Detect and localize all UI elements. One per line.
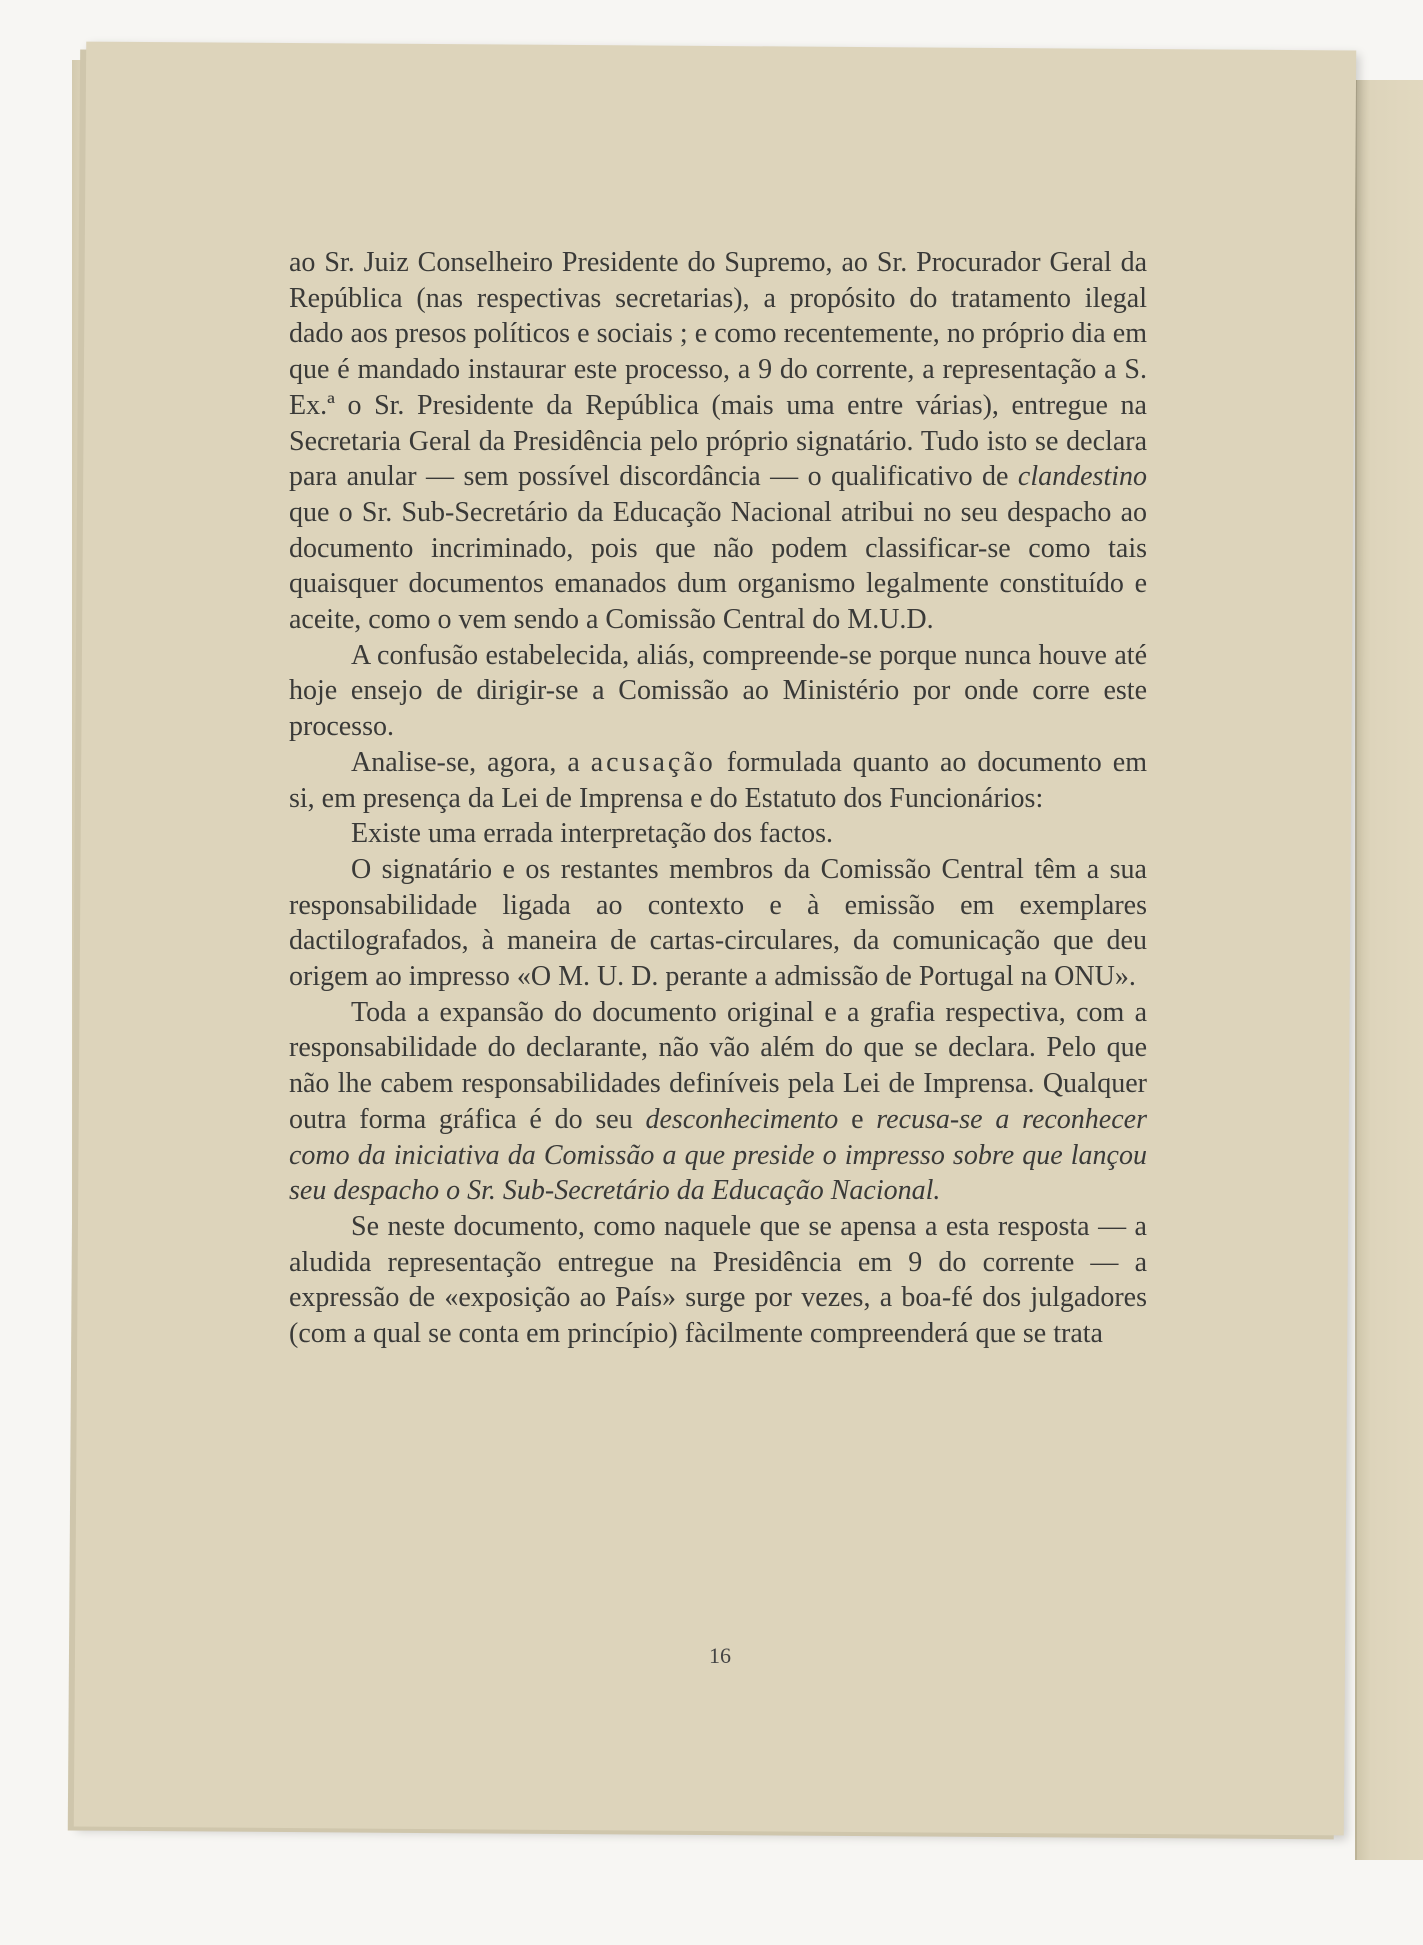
paragraph-1 bbox=[289, 245, 1147, 638]
text-run: e bbox=[838, 1103, 877, 1135]
text-run: Toda a expansão do documento original e a grafia respectiva, com a responsabilidade do declarante, não vão além do que se declara. Pelo que não lhe cabem responsabilidades definíveis pela Lei de Imprensa. Qualquer outra forma gráfica é do seu bbox=[289, 996, 1147, 1135]
text-run: Existe uma errada interpretação dos factos. bbox=[351, 818, 834, 850]
text-run: A confusão estabelecida, aliás, compreende-se porque nunca houve até hoje ensejo de dirigir-se a Comissão ao Ministério por onde corre este processo. bbox=[289, 639, 1147, 743]
facing-page-edge bbox=[1355, 80, 1423, 1860]
paragraph-7 bbox=[289, 1209, 1147, 1352]
paragraph-3 bbox=[289, 745, 1147, 816]
italic-run: clandestino bbox=[1017, 461, 1147, 493]
page-number: 16 bbox=[709, 1643, 731, 1668]
italic-run: recusa-se a reconhecer como da iniciativa da Comissão a que preside o impresso sobre que lançou seu despacho o Sr. Sub-Secretário da Educação Nacional. bbox=[289, 1103, 1147, 1207]
text-run: O signatário e os restantes membros da Comissão Central têm a sua responsabilidade ligada ao contexto e à emissão em exemplares dactilografados, à maneira de cartas-circulares, da comunicação que deu origem ao impresso «O M. U. D. perante a admissão de Portugal na ONU». bbox=[289, 853, 1147, 993]
paragraph-6 bbox=[289, 995, 1147, 1209]
text-run: Se neste documento, como naquele que se apensa a esta resposta — a aludida representação entregue na Presidência em 9 do corrente — a expressão de «exposição ao País» surge por vezes, a boa-fé dos julgadores (com a qual se conta em princípio) fàcilmente compreenderá que se trata bbox=[289, 1210, 1147, 1350]
italic-run: desconhecimento bbox=[645, 1103, 839, 1135]
paragraph-2 bbox=[289, 638, 1147, 745]
text-run: que o Sr. Sub-Secretário da Educação Nacional atribui no seu despacho ao documento incriminado, pois que não podem classificar-se como tais quaisquer documentos emanados dum organismo legalmente constituído e aceite, como o vem sendo a Comissão Central do M.U.D. bbox=[289, 496, 1147, 636]
body-text bbox=[289, 245, 1147, 1352]
spaced-run: acusação bbox=[590, 746, 716, 778]
paragraph-4 bbox=[289, 816, 1147, 852]
text-run: ao Sr. Juiz Conselheiro Presidente do Supremo, ao Sr. Procurador Geral da República (nas respectivas secretarias), a propósito do tratamento ilegal dado aos presos políticos e sociais ; e como recentemente, no próprio dia em que é mandado instaurar este processo, a 9 do corrente, a representação a S. Ex.ª o Sr. Presidente da República (mais uma entre várias), entregue na Secretaria Geral da Presidência pelo próprio signatário. Tudo isto se declara para anular — sem possível discordância — o qualificativo de bbox=[289, 247, 1147, 493]
text-run: Analise-se, agora, a bbox=[351, 746, 591, 778]
text-run: formulada quanto ao documento em si, em presença da Lei de Imprensa e do Estatuto dos Funcionários: bbox=[289, 746, 1147, 814]
paragraph-5 bbox=[289, 852, 1147, 995]
